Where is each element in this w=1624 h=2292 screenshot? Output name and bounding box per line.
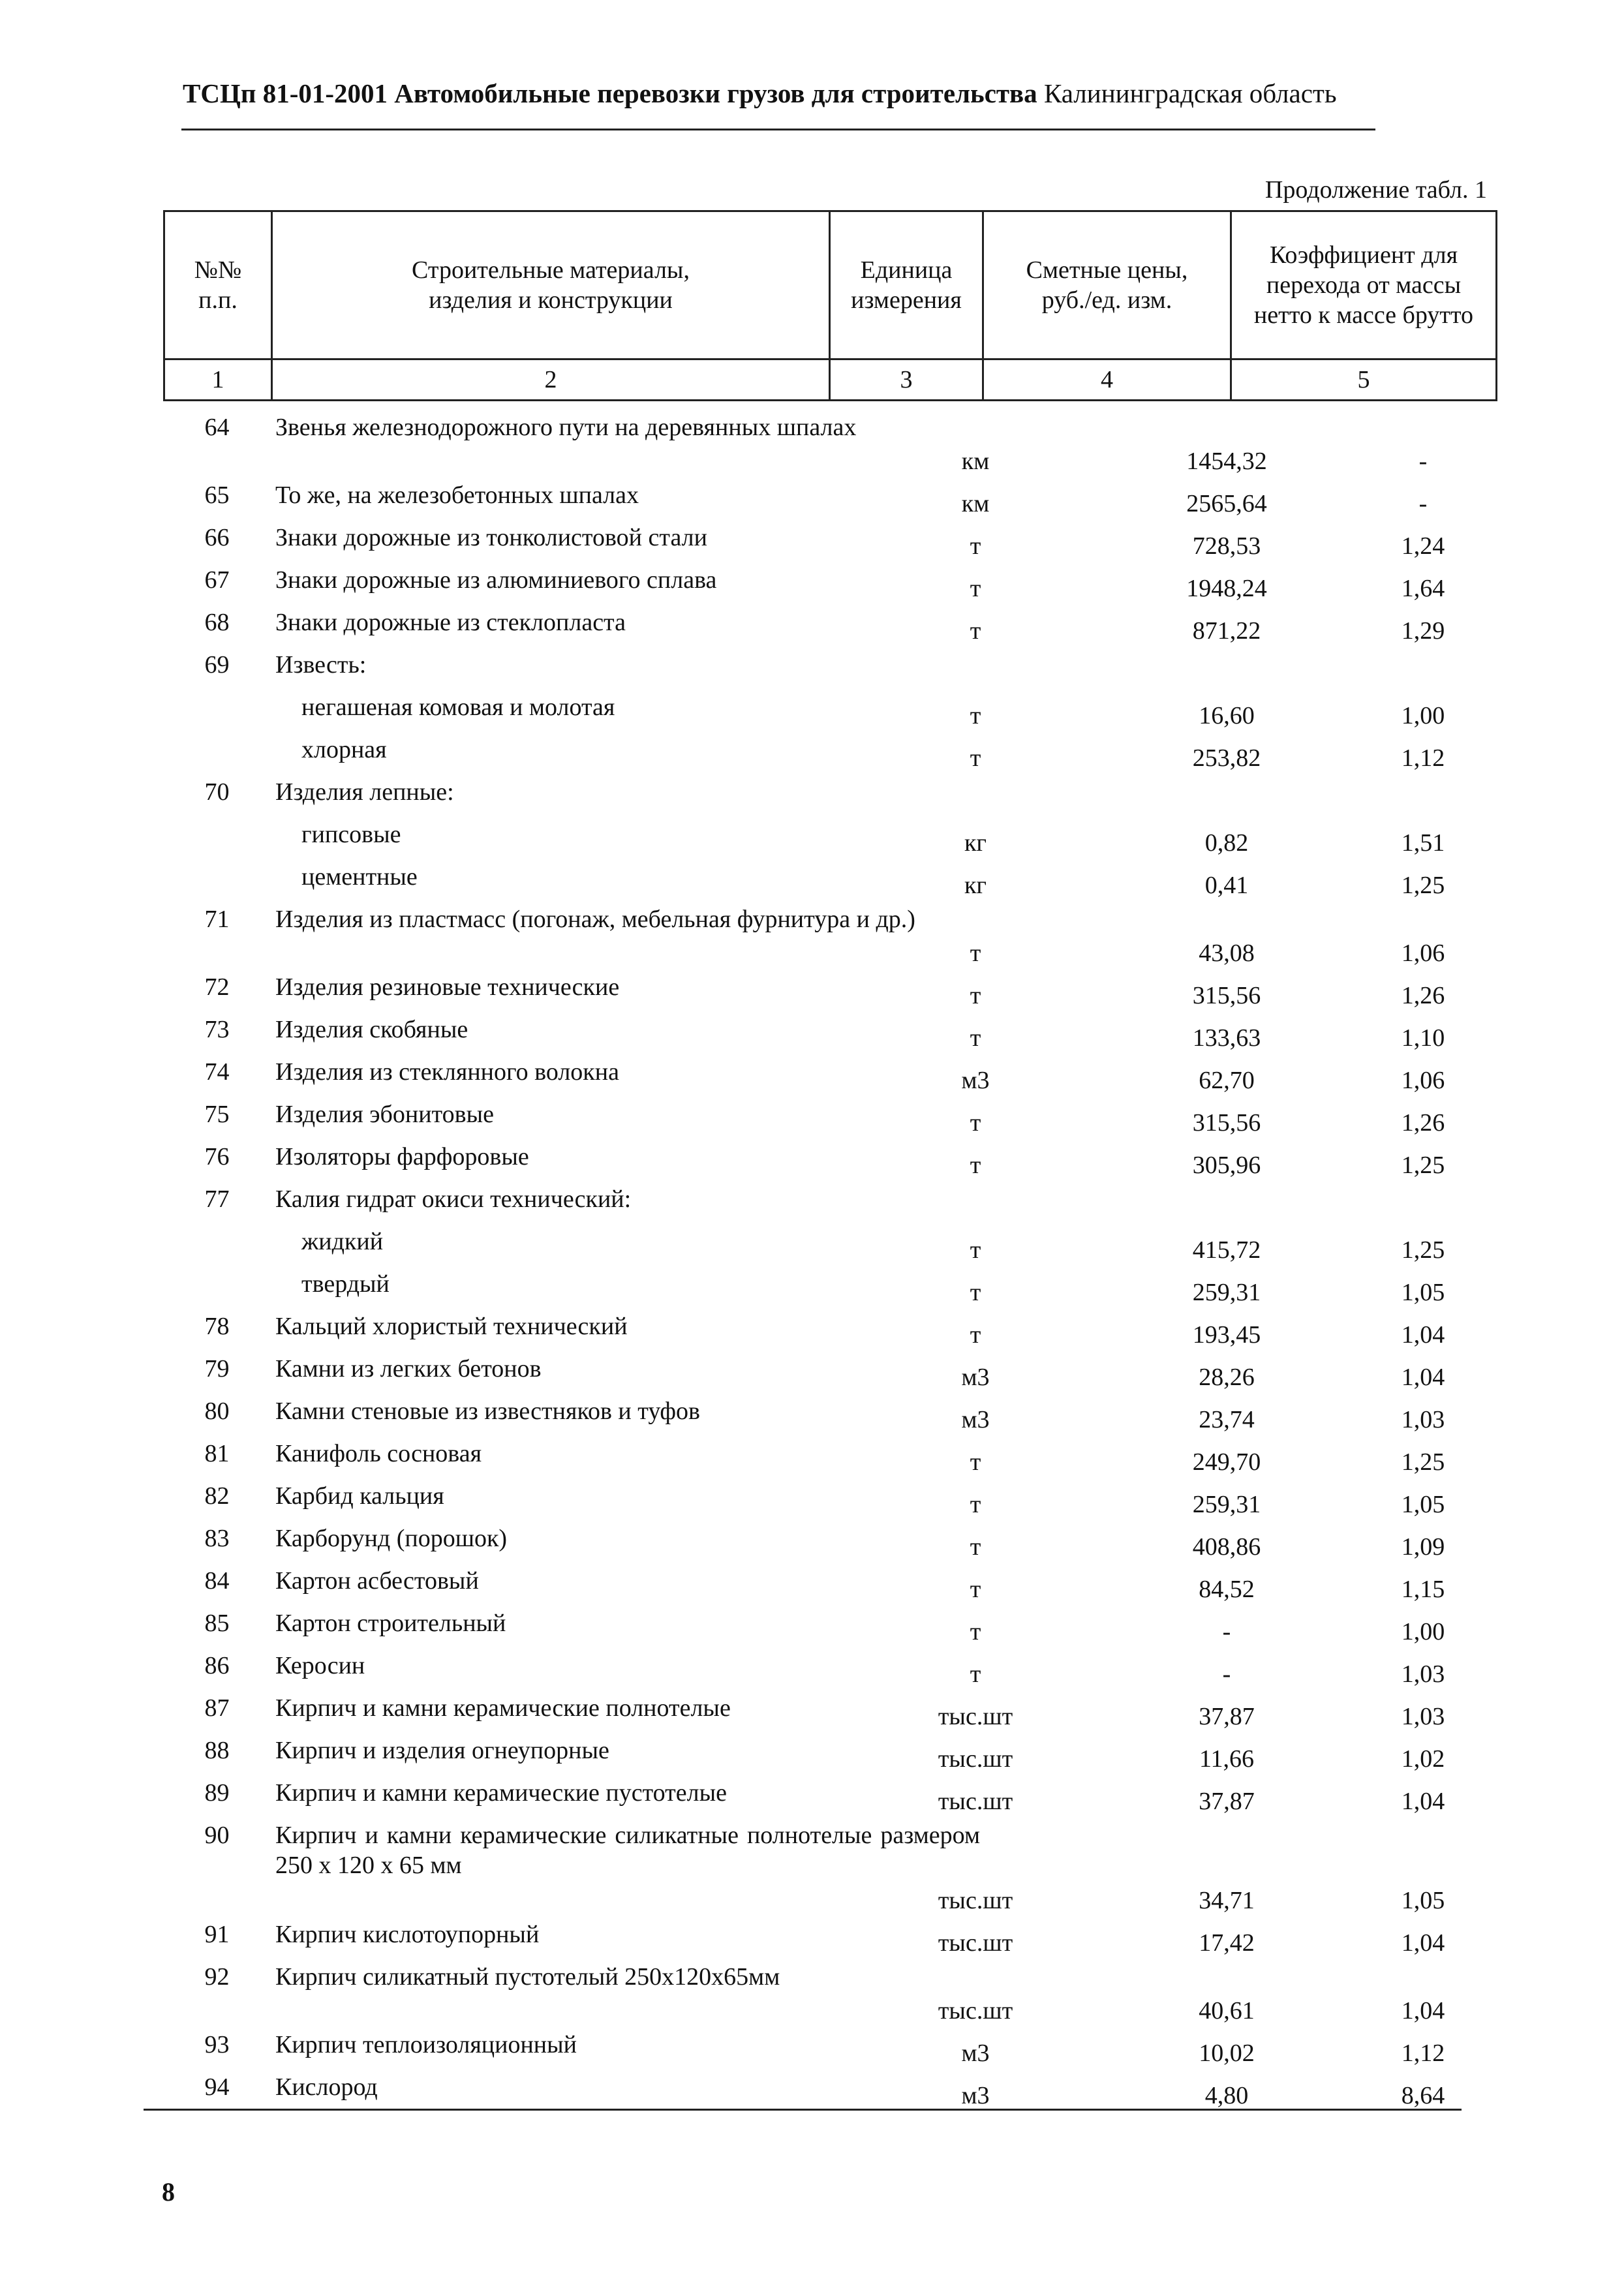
row-price: 315,56 bbox=[1192, 1109, 1261, 1137]
row-material-name: Керосин bbox=[275, 1652, 365, 1679]
row-price: 728,53 bbox=[1192, 532, 1261, 560]
row-coefficient: 1,24 bbox=[1401, 532, 1445, 560]
row-material-name: хлорная bbox=[301, 736, 387, 763]
row-unit: тыс.шт bbox=[938, 1745, 1013, 1773]
table-row bbox=[163, 1437, 1495, 1480]
row-material-name: жидкий bbox=[301, 1228, 384, 1255]
table-row bbox=[163, 1734, 1495, 1777]
table-row bbox=[163, 733, 1495, 776]
header-rule bbox=[181, 129, 1375, 130]
row-material-name: Картон асбестовый bbox=[275, 1567, 479, 1595]
row-material-name: Кальций хлористый технический bbox=[275, 1313, 628, 1340]
row-number: 89 bbox=[204, 1779, 230, 1807]
row-material-name: Картон строительный bbox=[275, 1610, 506, 1637]
row-price: 37,87 bbox=[1199, 1703, 1255, 1730]
row-unit: м3 bbox=[961, 1406, 990, 1433]
row-material-name: Кислород bbox=[275, 2073, 378, 2101]
table-row bbox=[163, 1056, 1495, 1098]
row-coefficient: 1,10 bbox=[1401, 1024, 1445, 1052]
table-row bbox=[163, 1692, 1495, 1734]
row-unit: т bbox=[970, 1533, 981, 1561]
table-row bbox=[163, 1961, 1495, 2028]
row-price: 40,61 bbox=[1199, 1997, 1255, 2025]
row-coefficient: 1,03 bbox=[1401, 1660, 1445, 1688]
row-unit: тыс.шт bbox=[938, 1997, 1013, 2025]
header-price bbox=[983, 211, 1231, 359]
row-unit: т bbox=[970, 1491, 981, 1518]
row-coefficient: 1,09 bbox=[1401, 1533, 1445, 1561]
row-material-name: Знаки дорожные из стеклопласта bbox=[275, 609, 626, 636]
row-coefficient: 1,02 bbox=[1401, 1745, 1445, 1773]
row-price: 1454,32 bbox=[1186, 448, 1267, 475]
header-coef-line: перехода от массы bbox=[1266, 271, 1462, 299]
header-num bbox=[164, 211, 272, 359]
row-number: 77 bbox=[204, 1185, 230, 1213]
row-price: 253,82 bbox=[1192, 744, 1261, 772]
table-row bbox=[163, 1352, 1495, 1395]
row-number: 78 bbox=[204, 1313, 230, 1340]
header-unit bbox=[830, 211, 983, 359]
row-unit: т bbox=[970, 982, 981, 1009]
row-material-name: Кирпич теплоизоляционный bbox=[275, 2031, 577, 2058]
row-number: 75 bbox=[204, 1101, 230, 1128]
row-price: 408,86 bbox=[1192, 1533, 1261, 1561]
row-price: 4,80 bbox=[1204, 2082, 1249, 2109]
row-price: 315,56 bbox=[1192, 982, 1261, 1009]
row-number: 84 bbox=[204, 1567, 230, 1595]
table-row bbox=[163, 776, 1495, 818]
row-unit: т bbox=[970, 744, 981, 772]
row-number: 73 bbox=[204, 1016, 230, 1043]
row-coefficient: 1,05 bbox=[1401, 1491, 1445, 1518]
row-coefficient: 1,26 bbox=[1401, 982, 1445, 1009]
row-material-name: Изделия скобяные bbox=[275, 1016, 468, 1043]
row-number: 70 bbox=[204, 778, 230, 806]
row-unit: км bbox=[961, 490, 990, 517]
row-material-name: гипсовые bbox=[301, 821, 401, 848]
row-coefficient: 1,03 bbox=[1401, 1703, 1445, 1730]
row-coefficient: 1,29 bbox=[1401, 617, 1445, 645]
table-row bbox=[163, 1565, 1495, 1607]
row-coefficient: - bbox=[1418, 490, 1428, 517]
table-row bbox=[163, 1480, 1495, 1522]
header-coef-line: нетто к массе брутто bbox=[1253, 301, 1474, 329]
table-row bbox=[163, 971, 1495, 1013]
row-material-name: То же, на железобетонных шпалах bbox=[275, 481, 639, 509]
row-coefficient: 1,00 bbox=[1401, 702, 1445, 729]
row-material-name: Кирпич и изделия огнеупорные bbox=[275, 1737, 609, 1764]
table-row bbox=[163, 1098, 1495, 1140]
row-number: 94 bbox=[204, 2073, 230, 2101]
row-number: 67 bbox=[204, 566, 230, 594]
table-row bbox=[163, 1649, 1495, 1692]
row-coefficient: 1,04 bbox=[1401, 1321, 1445, 1349]
row-coefficient: 1,12 bbox=[1401, 744, 1445, 772]
row-price: 133,63 bbox=[1192, 1024, 1261, 1052]
header-unit-line: измерения bbox=[851, 286, 962, 314]
row-coefficient: 1,51 bbox=[1401, 829, 1445, 857]
row-material-name: Камни стеновые из известняков и туфов bbox=[275, 1398, 700, 1425]
row-price: - bbox=[1222, 1660, 1231, 1688]
row-price: 28,26 bbox=[1199, 1364, 1255, 1391]
table-row bbox=[163, 861, 1495, 903]
row-price: 17,42 bbox=[1199, 1929, 1255, 1957]
row-unit: тыс.шт bbox=[938, 1929, 1013, 1957]
table-body bbox=[163, 411, 1495, 2113]
row-number: 88 bbox=[204, 1737, 230, 1764]
row-coefficient: 1,06 bbox=[1401, 1067, 1445, 1094]
page-header bbox=[183, 77, 1396, 110]
table-row bbox=[163, 818, 1495, 861]
row-unit: м3 bbox=[961, 2082, 990, 2109]
row-material-name: Изделия из пластмасс (погонаж, мебельная фурнитура и др.) bbox=[275, 906, 915, 933]
row-price: 10,02 bbox=[1199, 2040, 1255, 2067]
table-row bbox=[163, 1183, 1495, 1225]
column-number: 2 bbox=[272, 359, 830, 401]
page-number: 8 bbox=[162, 2177, 175, 2207]
row-number: 76 bbox=[204, 1143, 230, 1170]
table-row bbox=[163, 691, 1495, 733]
row-price: 23,74 bbox=[1199, 1406, 1255, 1433]
table-row bbox=[163, 1918, 1495, 1961]
row-unit: м3 bbox=[961, 1364, 990, 1391]
row-number: 82 bbox=[204, 1482, 230, 1510]
row-unit: т bbox=[970, 532, 981, 560]
row-material-name: Кирпич и камни керамические полнотелые bbox=[275, 1694, 731, 1722]
row-number: 92 bbox=[204, 1963, 230, 1991]
row-price: 62,70 bbox=[1199, 1067, 1255, 1094]
table-row bbox=[163, 1268, 1495, 1310]
header-coef-line: Коэффициент для bbox=[1269, 241, 1458, 269]
row-material-name: Звенья железнодорожного пути на деревянных шпалах bbox=[275, 414, 857, 441]
header-num-line: №№ bbox=[194, 256, 242, 284]
row-coefficient: - bbox=[1418, 448, 1428, 475]
row-unit: т bbox=[970, 1152, 981, 1179]
table-row bbox=[163, 649, 1495, 691]
row-unit: тыс.шт bbox=[938, 1788, 1013, 1815]
row-price: 43,08 bbox=[1199, 940, 1255, 967]
column-number: 5 bbox=[1231, 359, 1497, 401]
row-material-name: Изделия из стеклянного волокна bbox=[275, 1058, 619, 1086]
row-coefficient: 1,05 bbox=[1401, 1887, 1445, 1914]
document-code: ТСЦп 81-01-2001 Автомобильные перевозки грузов для строительства bbox=[183, 78, 1037, 108]
table-bottom-rule bbox=[144, 2109, 1462, 2111]
row-material-name: Изделия эбонитовые bbox=[275, 1101, 495, 1128]
table-row bbox=[163, 479, 1495, 521]
row-price: 84,52 bbox=[1199, 1576, 1255, 1603]
header-num-line: п.п. bbox=[198, 286, 237, 314]
row-material-name: негашеная комовая и молотая bbox=[301, 694, 615, 721]
row-material-name: Знаки дорожные из тонколистовой стали bbox=[275, 524, 707, 551]
row-material-name: Известь: bbox=[275, 651, 367, 679]
table-header bbox=[163, 210, 1497, 401]
row-price: 0,82 bbox=[1204, 829, 1249, 857]
row-price: 193,45 bbox=[1192, 1321, 1261, 1349]
row-coefficient: 1,04 bbox=[1401, 1364, 1445, 1391]
column-number: 3 bbox=[830, 359, 983, 401]
column-number: 1 bbox=[164, 359, 272, 401]
header-name-line: изделия и конструкции bbox=[429, 286, 673, 314]
row-number: 85 bbox=[204, 1610, 230, 1637]
row-number: 91 bbox=[204, 1921, 230, 1948]
row-price: 0,41 bbox=[1204, 872, 1249, 899]
header-name bbox=[272, 211, 830, 359]
row-unit: км bbox=[961, 448, 990, 475]
row-price: 16,60 bbox=[1199, 702, 1255, 729]
row-material-name: Кирпич силикатный пустотелый 250х120х65мм bbox=[275, 1963, 780, 1991]
row-unit: м3 bbox=[961, 1067, 990, 1094]
row-number: 87 bbox=[204, 1694, 230, 1722]
row-unit: т bbox=[970, 940, 981, 967]
row-number: 86 bbox=[204, 1652, 230, 1679]
row-material-name: Камни из легких бетонов bbox=[275, 1355, 542, 1383]
column-number: 4 bbox=[983, 359, 1231, 401]
table-continuation-label: Продолжение табл. 1 bbox=[1264, 176, 1487, 204]
table-row bbox=[163, 1140, 1495, 1183]
row-material-name: Кирпич и камни керамические пустотелые bbox=[275, 1779, 727, 1807]
table-row bbox=[163, 2071, 1495, 2113]
row-unit: т bbox=[970, 1279, 981, 1306]
row-unit: т bbox=[970, 617, 981, 645]
document-region: Калининградская область bbox=[1043, 78, 1337, 108]
row-number: 72 bbox=[204, 973, 230, 1001]
row-unit: т bbox=[970, 1576, 981, 1603]
row-price: 871,22 bbox=[1192, 617, 1261, 645]
table-row bbox=[163, 1777, 1495, 1819]
table-row bbox=[163, 521, 1495, 564]
table-row bbox=[163, 1225, 1495, 1268]
row-material-name: твердый bbox=[301, 1270, 390, 1298]
row-number: 65 bbox=[204, 481, 230, 509]
row-unit: кг bbox=[964, 872, 987, 899]
table-row bbox=[163, 1819, 1495, 1918]
row-coefficient: 1,06 bbox=[1401, 940, 1445, 967]
row-number: 68 bbox=[204, 609, 230, 636]
table-row bbox=[163, 564, 1495, 606]
row-price: 249,70 bbox=[1192, 1448, 1261, 1476]
row-number: 83 bbox=[204, 1525, 230, 1552]
row-number: 66 bbox=[204, 524, 230, 551]
row-coefficient: 1,26 bbox=[1401, 1109, 1445, 1137]
row-unit: т bbox=[970, 1618, 981, 1645]
header-coef bbox=[1231, 211, 1497, 359]
table-row bbox=[163, 1310, 1495, 1352]
table-row bbox=[163, 1522, 1495, 1565]
row-price: 305,96 bbox=[1192, 1152, 1261, 1179]
table-row bbox=[163, 2028, 1495, 2071]
header-name-line: Строительные материалы, bbox=[412, 256, 690, 284]
row-coefficient: 1,12 bbox=[1401, 2040, 1445, 2067]
row-material-name: Калия гидрат окиси технический: bbox=[275, 1185, 632, 1213]
row-unit: кг bbox=[964, 829, 987, 857]
row-coefficient: 1,00 bbox=[1401, 1618, 1445, 1645]
row-price: 259,31 bbox=[1192, 1279, 1261, 1306]
row-material-name: цементные bbox=[301, 863, 418, 891]
row-price: 37,87 bbox=[1199, 1788, 1255, 1815]
row-coefficient: 1,15 bbox=[1401, 1576, 1445, 1603]
table-row bbox=[163, 1395, 1495, 1437]
row-unit: т bbox=[970, 1024, 981, 1052]
row-coefficient: 1,25 bbox=[1401, 1236, 1445, 1264]
row-coefficient: 1,25 bbox=[1401, 872, 1445, 899]
row-unit: м3 bbox=[961, 2040, 990, 2067]
table-row bbox=[163, 1013, 1495, 1056]
row-material-name: Изделия лепные: bbox=[275, 778, 454, 806]
row-price: 11,66 bbox=[1199, 1745, 1255, 1773]
row-coefficient: 1,25 bbox=[1401, 1152, 1445, 1179]
row-number: 79 bbox=[204, 1355, 230, 1383]
row-number: 64 bbox=[204, 414, 230, 441]
row-number: 93 bbox=[204, 2031, 230, 2058]
row-material-name: Канифоль сосновая bbox=[275, 1440, 482, 1467]
row-unit: т bbox=[970, 702, 981, 729]
row-material-name: Изоляторы фарфоровые bbox=[275, 1143, 529, 1170]
row-coefficient: 1,03 bbox=[1401, 1406, 1445, 1433]
row-number: 81 bbox=[204, 1440, 230, 1467]
row-material-name: Знаки дорожные из алюминиевого сплава bbox=[275, 566, 717, 594]
row-price: 1948,24 bbox=[1186, 575, 1267, 602]
row-price: 415,72 bbox=[1192, 1236, 1261, 1264]
row-number: 69 bbox=[204, 651, 230, 679]
row-unit: т bbox=[970, 1660, 981, 1688]
row-material-name: Карборунд (порошок) bbox=[275, 1525, 508, 1552]
row-number: 74 bbox=[204, 1058, 230, 1086]
header-unit-line: Единица bbox=[860, 256, 953, 284]
row-unit: т bbox=[970, 1236, 981, 1264]
row-price: 259,31 bbox=[1192, 1491, 1261, 1518]
row-unit: тыс.шт bbox=[938, 1887, 1013, 1914]
row-price: 2565,64 bbox=[1186, 490, 1267, 517]
row-unit: т bbox=[970, 1321, 981, 1349]
header-price-line: Сметные цены, bbox=[1026, 256, 1188, 284]
header-price-line: руб./ед. изм. bbox=[1041, 286, 1172, 314]
row-price: - bbox=[1222, 1618, 1231, 1645]
row-unit: т bbox=[970, 1109, 981, 1137]
table-row bbox=[163, 606, 1495, 649]
row-unit: т bbox=[970, 1448, 981, 1476]
table-row bbox=[163, 411, 1495, 479]
row-number: 80 bbox=[204, 1398, 230, 1425]
row-coefficient: 1,04 bbox=[1401, 1997, 1445, 2025]
table-row bbox=[163, 1607, 1495, 1649]
row-coefficient: 1,04 bbox=[1401, 1788, 1445, 1815]
row-number: 71 bbox=[204, 906, 230, 933]
table-row bbox=[163, 903, 1495, 971]
row-coefficient: 1,25 bbox=[1401, 1448, 1445, 1476]
row-coefficient: 1,64 bbox=[1401, 575, 1445, 602]
row-material-name: Кирпич и камни керамические силикатные полнотелые размером 250 х 120 х 65 мм bbox=[275, 1822, 980, 1879]
row-coefficient: 1,04 bbox=[1401, 1929, 1445, 1957]
row-material-name: Карбид кальция bbox=[275, 1482, 444, 1510]
row-material-name: Изделия резиновые технические bbox=[275, 973, 620, 1001]
row-coefficient: 8,64 bbox=[1401, 2082, 1445, 2109]
row-coefficient: 1,05 bbox=[1401, 1279, 1445, 1306]
row-number: 90 bbox=[204, 1822, 230, 1849]
row-unit: т bbox=[970, 575, 981, 602]
row-unit: тыс.шт bbox=[938, 1703, 1013, 1730]
row-price: 34,71 bbox=[1199, 1887, 1255, 1914]
row-material-name: Кирпич кислотоупорный bbox=[275, 1921, 540, 1948]
